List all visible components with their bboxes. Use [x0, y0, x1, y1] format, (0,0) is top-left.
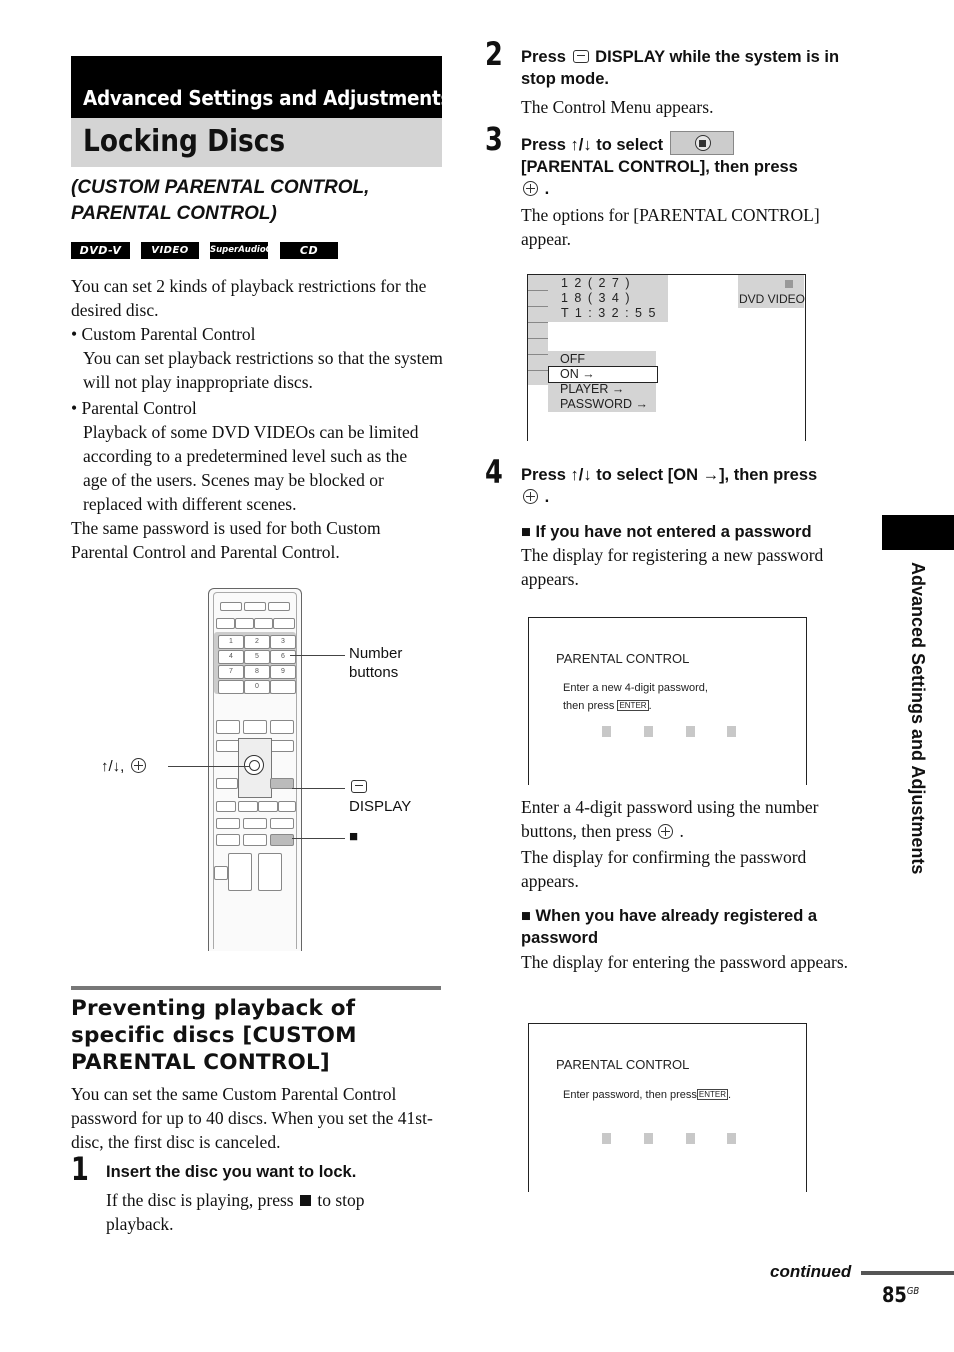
page-subtitle: (CUSTOM PARENTAL CONTROL, PARENTAL CONTROL)	[71, 177, 370, 224]
password-digit-slot	[727, 726, 736, 737]
media-type: DVD VIDEO	[739, 292, 806, 306]
title-bar	[71, 118, 442, 167]
step3-heading: Press ↑/↓ to select [PARENTAL CONTROL], then press .	[521, 131, 866, 200]
new-password-screen	[528, 617, 807, 785]
chapter-tab	[882, 515, 954, 550]
registered-password-subheading: ■ When you have already registered a password	[521, 907, 818, 947]
control-menu-screen	[527, 274, 806, 441]
enter-icon	[523, 181, 538, 196]
enter-key-icon: ENTER	[698, 1090, 727, 1099]
registered-password-body: The display for entering the password appears.	[521, 952, 849, 972]
number-buttons-callout-line	[290, 655, 345, 656]
section-divider	[71, 986, 441, 990]
enter-password-screen	[528, 1023, 807, 1192]
password-digit-slot	[644, 1133, 653, 1144]
continued-rule	[861, 1271, 954, 1275]
continued-label: continued	[770, 1262, 852, 1281]
step-number: 4	[485, 453, 503, 491]
no-password-body: The display for registering a new password appears.	[521, 545, 824, 589]
chapter-tab-label: Advanced Settings and Adjustments	[908, 562, 928, 875]
screen-title: PARENTAL CONTROL	[556, 651, 690, 666]
enter-password-instruction: Enter a 4-digit password using the number buttons, then press .	[521, 797, 819, 841]
screen-title: PARENTAL CONTROL	[556, 1057, 690, 1072]
screen-instruction: Enter a new 4-digit password,	[563, 682, 708, 694]
enter-icon	[658, 824, 673, 839]
option-password[interactable]: PASSWORD →	[560, 397, 648, 411]
display-icon	[573, 50, 589, 63]
number-button[interactable]: 7	[218, 665, 244, 679]
display-callout-line	[292, 788, 345, 789]
step-number: 1	[71, 1150, 89, 1188]
step-number: 3	[485, 120, 503, 158]
intro-paragraph: You can set 2 kinds of playback restrictions for the desired disc.	[71, 276, 427, 320]
password-digit-slot	[727, 1133, 736, 1144]
screen-instruction: Enter password, then press ENTER .	[563, 1089, 732, 1101]
number-button[interactable]: 8	[244, 665, 270, 679]
step3-body: The options for [PARENTAL CONTROL] appear.	[521, 205, 820, 249]
badge-video-cd: VIDEO CD	[141, 242, 199, 259]
number-button[interactable]: 3	[270, 635, 296, 649]
number-button[interactable]: 5	[244, 650, 270, 664]
page-title: Locking Discs	[83, 124, 286, 159]
number-button[interactable]: 6	[270, 650, 296, 664]
shared-password-note: The same password is used for both Custom Parental Control and Parental Control.	[71, 518, 381, 562]
menu-chapter: 1 2 ( 2 7 )	[561, 276, 631, 290]
section-heading: Preventing playback of specific discs [CUSTOM PARENTAL CONTROL]	[71, 996, 357, 1075]
number-button[interactable]: 4	[218, 650, 244, 664]
media-icon	[785, 280, 793, 288]
number-button[interactable]: 1	[218, 635, 244, 649]
password-digit-slot	[686, 726, 695, 737]
bullet-custom-title: • Custom Parental Control	[71, 324, 256, 344]
menu-time: T 1 : 3 2 : 5 5	[561, 306, 657, 320]
display-icon	[351, 780, 367, 793]
password-digit-slot	[686, 1133, 695, 1144]
menu-title: 1 8 ( 3 4 )	[561, 291, 631, 305]
bullet-custom-text: You can set playback restrictions so that the system will not play inappropriate discs.	[83, 348, 443, 392]
badge-dvd-v: DVD-V	[71, 242, 130, 259]
step4-heading: Press ↑/↓ to select [ON →], then press .	[521, 466, 818, 506]
enter-icon	[131, 758, 146, 773]
step1-heading: Insert the disc you want to lock.	[106, 1163, 357, 1181]
step-number: 2	[485, 35, 503, 73]
page-number: $85^{GB}$	[882, 1283, 920, 1307]
stop-button[interactable]	[270, 834, 294, 846]
section-header	[71, 56, 452, 118]
enter-icon	[523, 489, 538, 504]
screen-instruction-2: then press ENTER .	[563, 700, 652, 712]
stop-icon	[300, 1195, 311, 1206]
step2-body: The Control Menu appears.	[521, 97, 714, 117]
option-off[interactable]: OFF	[560, 352, 585, 366]
number-button[interactable]: 9	[270, 665, 296, 679]
display-label: DISPLAY	[349, 778, 411, 816]
parental-control-icon	[670, 131, 734, 155]
number-button[interactable]: 0	[244, 680, 270, 694]
badge-super-audio-cd: SuperAudioCD	[210, 242, 268, 259]
no-password-subheading: ■ If you have not entered a password	[521, 523, 812, 541]
enter-key-icon: ENTER	[619, 701, 647, 710]
step2-heading: Press DISPLAY while the system is in stop mode.	[521, 48, 840, 88]
section-title: Advanced Settings and Adjustments	[83, 86, 452, 110]
password-digit-slot	[644, 726, 653, 737]
bullet-parental-text: Playback of some DVD VIDEOs can be limited according to a predetermined level such as the age of the users. Scenes may be blocked or replaced with different scenes.	[83, 422, 419, 514]
display-button[interactable]	[270, 778, 294, 789]
password-digit-slot	[602, 726, 611, 737]
stop-label: ■	[349, 828, 359, 845]
confirm-password-body: The display for confirming the password appears.	[521, 847, 807, 891]
number-button[interactable]: 2	[244, 635, 270, 649]
arrows-callout-line	[168, 766, 250, 767]
remote-illustration	[208, 588, 302, 952]
step1-body: If the disc is playing, press to stop playback.	[106, 1190, 365, 1234]
section-intro: You can set the same Custom Parental Control password for up to 40 discs. When you set the 41st-disc, the first disc is canceled.	[71, 1084, 433, 1152]
bullet-parental-title: • Parental Control	[71, 398, 197, 418]
badge-cd: CD	[280, 242, 338, 259]
number-buttons-label: Number buttons	[349, 645, 403, 681]
arrows-enter-label: ↑/↓,	[101, 757, 148, 776]
stop-callout-line	[292, 838, 345, 839]
option-on[interactable]: ON →	[560, 367, 595, 381]
password-digit-slot	[602, 1133, 611, 1144]
option-player[interactable]: PLAYER →	[560, 382, 625, 396]
